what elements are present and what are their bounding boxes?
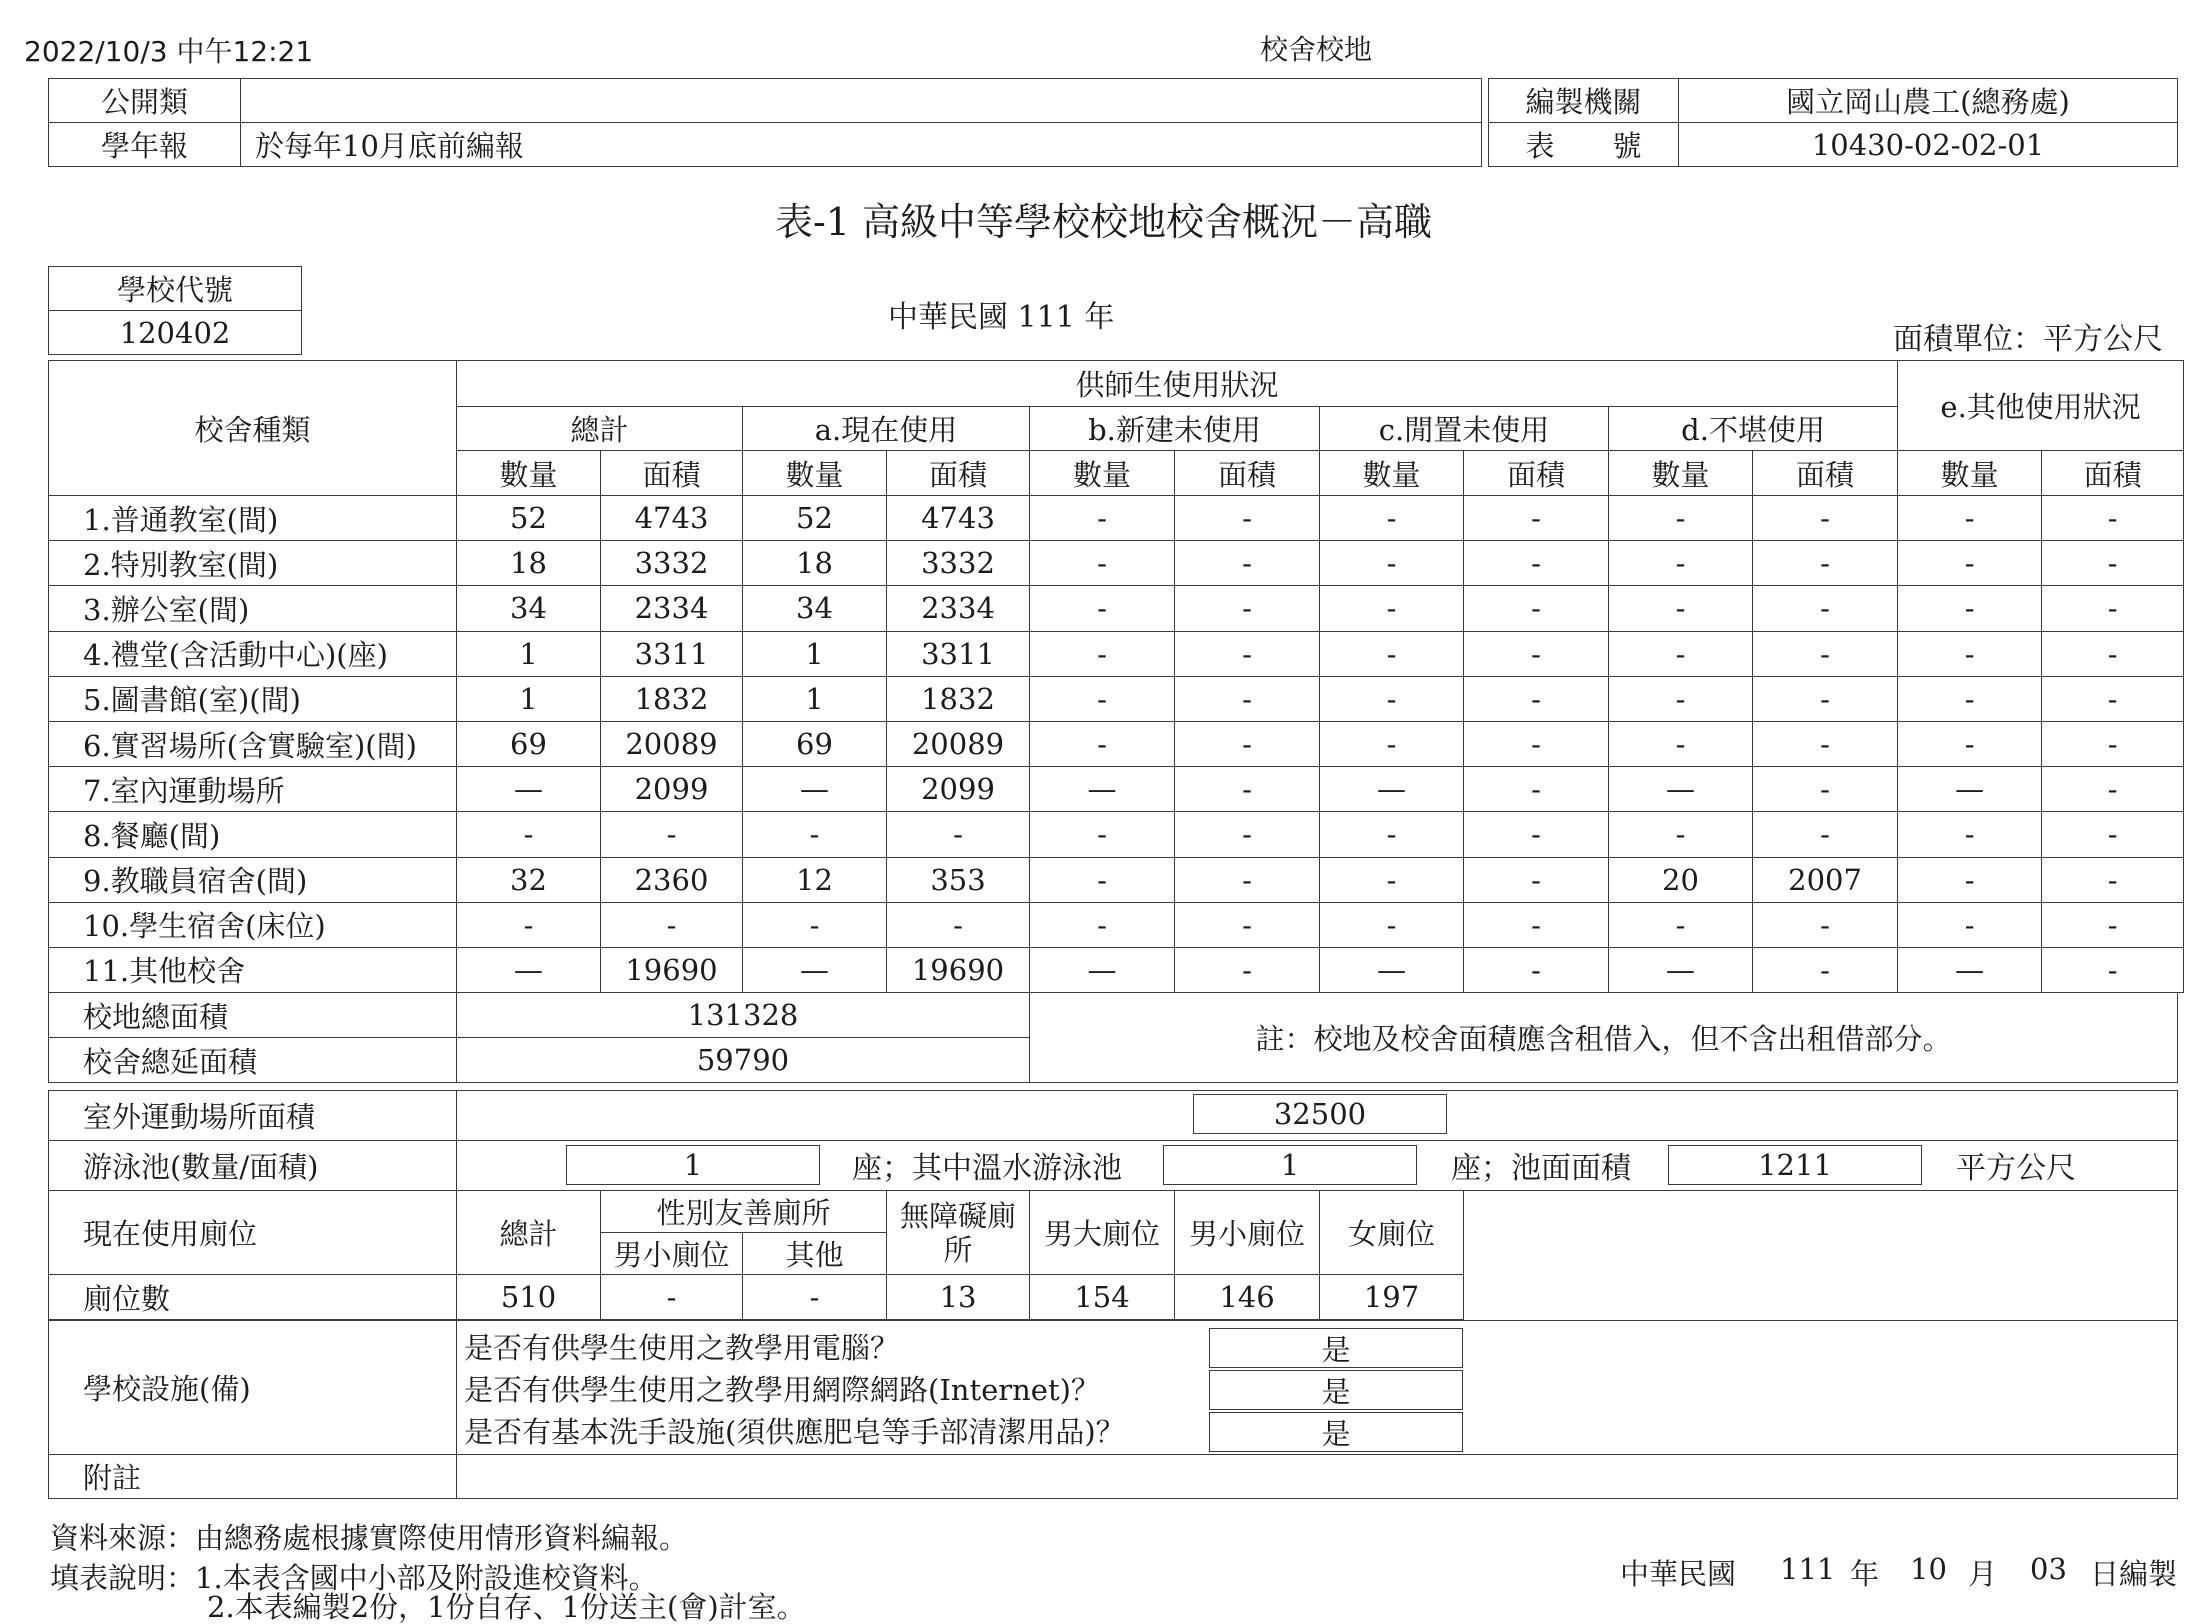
table-cell: -	[1464, 721, 1609, 766]
footer-note-1: 填表說明：1.本表含國中小部及附設進校資料。	[50, 1561, 658, 1595]
building-total-value: 59790	[457, 1038, 1030, 1083]
footer-year-unit: 年	[1850, 1557, 1880, 1591]
table-cell: -	[1609, 812, 1753, 857]
table-cell: -	[1175, 676, 1320, 721]
table-row	[49, 586, 2184, 631]
table-cell: 2334	[887, 586, 1030, 631]
form-title: 表-1 高級中等學校校地校舍概況－高職	[774, 199, 1433, 244]
table-cell: 34	[457, 586, 601, 631]
toilet-total-value: 510	[457, 1275, 601, 1320]
table-cell: -	[1609, 541, 1753, 586]
qty-header: 數量	[1030, 451, 1175, 496]
pool-count: 1	[566, 1145, 820, 1185]
table-cell: -	[1320, 812, 1464, 857]
pool-area-text: 座；池面面積	[1451, 1151, 1631, 1186]
header-in-use: a.現在使用	[743, 407, 1030, 451]
toilets-table	[48, 1190, 1464, 1320]
table-cell: -	[1609, 496, 1753, 541]
table-cell: -	[2042, 857, 2184, 902]
table-cell: -	[743, 812, 887, 857]
table-cell: -	[887, 812, 1030, 857]
table-cell: -	[2042, 947, 2184, 992]
table-cell: 52	[457, 496, 601, 541]
male-urinal-header: 男小廁位	[1175, 1191, 1320, 1275]
remarks-label: 附註	[49, 1455, 457, 1499]
meta-form-no-label: 表 號	[1489, 123, 1679, 167]
table-cell: -	[1898, 676, 2042, 721]
table-cell: -	[2042, 586, 2184, 631]
table-cell: -	[1753, 676, 1898, 721]
table-cell: -	[1464, 631, 1609, 676]
footer-source: 資料來源：由總務處根據實際使用情形資料編報。	[50, 1521, 689, 1555]
table-cell: 3311	[601, 631, 743, 676]
table-cell: -	[2042, 631, 2184, 676]
outdoor-value: 32500	[1193, 1094, 1447, 1134]
footer-day-unit: 日編製	[2090, 1557, 2178, 1591]
table-cell: -	[1320, 721, 1464, 766]
area-note: 註：校地及校舍面積應含租借入，但不含出租借部分。	[1030, 993, 2178, 1083]
meta-form-no-value: 10430-02-02-01	[1679, 123, 2178, 167]
footer-day: 03	[2030, 1552, 2067, 1586]
report-year: 中華民國 111 年	[888, 300, 1115, 335]
table-cell: 1	[743, 676, 887, 721]
male-urinal-value: 146	[1175, 1275, 1320, 1320]
table-cell: -	[1320, 676, 1464, 721]
table-cell: 69	[743, 721, 887, 766]
table-cell: -	[1464, 586, 1609, 631]
table-cell: -	[1175, 902, 1320, 947]
table-cell: -	[1320, 586, 1464, 631]
table-cell: -	[1464, 496, 1609, 541]
table-cell: —	[1609, 947, 1753, 992]
table-row	[49, 631, 2184, 676]
table-cell: -	[601, 902, 743, 947]
table-cell: -	[1175, 631, 1320, 676]
table-cell: -	[1609, 586, 1753, 631]
table-cell: -	[1753, 767, 1898, 812]
table-cell: -	[1030, 812, 1175, 857]
meta-agency-label: 編製機關	[1489, 79, 1679, 123]
building-type-cell: 11.其他校舍	[49, 947, 457, 992]
table-cell: -	[1898, 496, 2042, 541]
table-cell: -	[1030, 541, 1175, 586]
toilets-blank-area	[1460, 1190, 2178, 1320]
male-stall-header: 男大廁位	[1030, 1191, 1175, 1275]
area-header: 面積	[1753, 451, 1898, 496]
female-value: 197	[1320, 1275, 1464, 1320]
meta-public-value	[241, 79, 1482, 123]
qty-header: 數量	[1609, 451, 1753, 496]
table-cell: —	[1609, 767, 1753, 812]
table-cell: -	[1464, 676, 1609, 721]
table-cell: -	[1609, 631, 1753, 676]
table-cell: -	[1464, 767, 1609, 812]
school-code-box	[48, 266, 302, 355]
table-cell: —	[1320, 947, 1464, 992]
table-cell: 3332	[887, 541, 1030, 586]
land-total-label: 校地總面積	[49, 993, 457, 1038]
meta-left-table	[48, 78, 1482, 167]
facility-question-internet: 是否有供學生使用之教學用網際網路(Internet)？	[464, 1372, 1100, 1407]
meta-annual-label: 學年報	[49, 123, 241, 167]
area-header: 面積	[1464, 451, 1609, 496]
qty-header: 數量	[1320, 451, 1464, 496]
table-cell: -	[1030, 631, 1175, 676]
land-total-value: 131328	[457, 993, 1030, 1038]
qty-header: 數量	[1898, 451, 2042, 496]
table-cell: -	[1175, 721, 1320, 766]
table-cell: -	[1320, 496, 1464, 541]
table-cell: -	[1753, 721, 1898, 766]
table-cell: -	[1175, 767, 1320, 812]
area-header: 面積	[887, 451, 1030, 496]
table-cell: 34	[743, 586, 887, 631]
table-cell: -	[1175, 812, 1320, 857]
header-total: 總計	[457, 407, 743, 451]
table-cell: -	[1030, 676, 1175, 721]
table-cell: 353	[887, 857, 1030, 902]
table-cell: -	[1753, 902, 1898, 947]
accessible-value: 13	[887, 1275, 1030, 1320]
pool-label: 游泳池(數量/面積)	[49, 1141, 457, 1191]
table-cell: -	[887, 902, 1030, 947]
table-cell: -	[1175, 586, 1320, 631]
building-usage-table	[48, 360, 2184, 993]
building-type-cell: 6.實習場所(含實驗室)(間)	[49, 721, 457, 766]
table-cell: -	[2042, 812, 2184, 857]
table-cell: 2360	[601, 857, 743, 902]
meta-right-table	[1488, 78, 2178, 167]
toilets-label: 現在使用廁位	[49, 1191, 457, 1275]
building-type-cell: 2.特別教室(間)	[49, 541, 457, 586]
table-cell: 2099	[601, 767, 743, 812]
table-cell: —	[743, 947, 887, 992]
table-cell: -	[743, 902, 887, 947]
header-unusable: d.不堪使用	[1609, 407, 1898, 451]
table-cell: -	[1898, 631, 2042, 676]
female-header: 女廁位	[1320, 1191, 1464, 1275]
table-cell: 20	[1609, 857, 1753, 902]
footer-date-prefix: 中華民國	[1620, 1557, 1737, 1591]
table-cell: —	[1030, 767, 1175, 812]
facility-answer-handwash: 是	[1209, 1412, 1463, 1452]
table-cell: -	[1320, 857, 1464, 902]
area-header: 面積	[1175, 451, 1320, 496]
table-cell: 19690	[887, 947, 1030, 992]
table-cell: 19690	[601, 947, 743, 992]
table-cell: -	[1753, 496, 1898, 541]
table-row	[49, 902, 2184, 947]
meta-agency-value: 國立岡山農工(總務處)	[1679, 79, 2178, 123]
area-header: 面積	[601, 451, 743, 496]
building-type-cell: 9.教職員宿舍(間)	[49, 857, 457, 902]
table-cell: 1	[457, 676, 601, 721]
table-cell: —	[1898, 947, 2042, 992]
table-cell: -	[2042, 676, 2184, 721]
facilities-label: 學校設施(備)	[49, 1321, 457, 1455]
building-type-cell: 7.室內運動場所	[49, 767, 457, 812]
table-cell: -	[601, 812, 743, 857]
table-cell: 1832	[601, 676, 743, 721]
table-cell: -	[1464, 541, 1609, 586]
table-cell: -	[1898, 902, 2042, 947]
print-title: 校舍校地	[1260, 33, 1373, 66]
table-cell: -	[2042, 721, 2184, 766]
pool-heated-text: 座；其中溫水游泳池	[852, 1151, 1122, 1186]
table-cell: -	[1609, 721, 1753, 766]
header-new-unused: b.新建未使用	[1030, 407, 1320, 451]
table-cell: -	[2042, 541, 2184, 586]
table-cell: 3311	[887, 631, 1030, 676]
table-cell: -	[457, 902, 601, 947]
building-type-cell: 1.普通教室(間)	[49, 496, 457, 541]
table-row	[49, 812, 2184, 857]
table-cell: -	[1464, 947, 1609, 992]
table-cell: -	[1753, 812, 1898, 857]
table-row	[49, 767, 2184, 812]
table-cell: 4743	[601, 496, 743, 541]
table-cell: -	[1175, 857, 1320, 902]
qty-header: 數量	[457, 451, 601, 496]
area-unit: 面積單位：平方公尺	[1893, 322, 2163, 357]
usage-group-header: 供師生使用狀況	[457, 361, 1898, 407]
table-cell: -	[1464, 857, 1609, 902]
table-cell: 20089	[601, 721, 743, 766]
table-cell: 20089	[887, 721, 1030, 766]
gf-other-header: 其他	[743, 1233, 887, 1275]
table-cell: -	[1320, 541, 1464, 586]
facility-answer-computer: 是	[1209, 1328, 1463, 1368]
table-cell: —	[457, 947, 601, 992]
table-cell: -	[1030, 721, 1175, 766]
male-stall-value: 154	[1030, 1275, 1175, 1320]
gf-male-urinal-header: 男小廁位	[601, 1233, 743, 1275]
table-cell: 1	[743, 631, 887, 676]
table-cell: -	[1898, 721, 2042, 766]
toilet-count-label: 廁位數	[49, 1275, 457, 1320]
table-cell: —	[457, 767, 601, 812]
table-row	[49, 496, 2184, 541]
table-cell: —	[1320, 767, 1464, 812]
table-cell: -	[1320, 631, 1464, 676]
facility-question-computer: 是否有供學生使用之教學用電腦？	[464, 1330, 900, 1365]
table-cell: —	[1030, 947, 1175, 992]
accessible-header	[887, 1191, 1030, 1275]
print-datetime: 2022/10/3 中午12:21	[24, 35, 314, 68]
qty-header: 數量	[743, 451, 887, 496]
facility-question-handwash: 是否有基本洗手設施(須供應肥皂等手部清潔用品)？	[464, 1414, 1125, 1449]
table-cell: 52	[743, 496, 887, 541]
table-cell: 3332	[601, 541, 743, 586]
table-cell: -	[1609, 676, 1753, 721]
table-cell: -	[2042, 496, 2184, 541]
pool-area: 1211	[1668, 1145, 1922, 1185]
table-cell: -	[1030, 496, 1175, 541]
building-type-cell: 3.辦公室(間)	[49, 586, 457, 631]
gender-friendly-header: 性別友善廁所	[601, 1191, 887, 1233]
table-cell: -	[1609, 902, 1753, 947]
table-row	[49, 676, 2184, 721]
table-cell: -	[1175, 947, 1320, 992]
table-cell: -	[1030, 586, 1175, 631]
footer-note-2: 2.本表編製2份，1份自存、1份送主(會)計室。	[207, 1590, 806, 1624]
table-cell: -	[1175, 541, 1320, 586]
table-cell: 2099	[887, 767, 1030, 812]
accessible-header-line2: 所	[943, 1232, 973, 1267]
table-cell: 2007	[1753, 857, 1898, 902]
remarks-value	[457, 1455, 2178, 1499]
school-code-value: 120402	[49, 311, 302, 355]
table-cell: -	[1753, 586, 1898, 631]
footer-month: 10	[1910, 1552, 1947, 1586]
building-type-cell: 8.餐廳(間)	[49, 812, 457, 857]
school-code-label: 學校代號	[49, 267, 302, 311]
building-type-cell: 5.圖書館(室)(間)	[49, 676, 457, 721]
table-cell: -	[457, 812, 601, 857]
table-cell: 12	[743, 857, 887, 902]
table-cell: 1832	[887, 676, 1030, 721]
totals-table	[48, 992, 2178, 1083]
table-row	[49, 721, 2184, 766]
table-cell: -	[1753, 631, 1898, 676]
table-row	[49, 947, 2184, 992]
accessible-header-line1: 無障礙廁	[900, 1198, 1017, 1233]
gf-other-value: -	[743, 1275, 887, 1320]
table-cell: 18	[457, 541, 601, 586]
building-type-cell: 4.禮堂(含活動中心)(座)	[49, 631, 457, 676]
table-cell: -	[1898, 586, 2042, 631]
table-cell: 2334	[601, 586, 743, 631]
table-row	[49, 541, 2184, 586]
meta-public-label: 公開類	[49, 79, 241, 123]
table-cell: —	[1898, 767, 2042, 812]
header-idle: c.閒置未使用	[1320, 407, 1609, 451]
table-cell: 4743	[887, 496, 1030, 541]
table-cell: -	[1030, 902, 1175, 947]
pool-area-unit: 平方公尺	[1956, 1151, 2076, 1186]
footer-year: 111	[1780, 1552, 1836, 1586]
outdoor-label: 室外運動場所面積	[49, 1091, 457, 1141]
table-cell: 18	[743, 541, 887, 586]
table-cell: 1	[457, 631, 601, 676]
table-cell: 69	[457, 721, 601, 766]
building-type-header: 校舍種類	[49, 361, 457, 496]
table-cell: -	[1175, 496, 1320, 541]
building-type-cell: 10.學生宿舍(床位)	[49, 902, 457, 947]
table-cell: -	[1898, 857, 2042, 902]
table-cell: —	[743, 767, 887, 812]
table-cell: -	[1464, 902, 1609, 947]
table-cell: -	[2042, 902, 2184, 947]
area-header: 面積	[2042, 451, 2184, 496]
table-cell: 32	[457, 857, 601, 902]
table-cell: -	[1898, 812, 2042, 857]
table-cell: -	[1753, 541, 1898, 586]
meta-annual-value: 於每年10月底前編報	[241, 123, 1482, 167]
table-cell: -	[1320, 902, 1464, 947]
table-cell: -	[1030, 857, 1175, 902]
facility-answer-internet: 是	[1209, 1370, 1463, 1410]
building-total-label: 校舍總延面積	[49, 1038, 457, 1083]
toilets-total-header: 總計	[457, 1191, 601, 1275]
table-cell: -	[1898, 541, 2042, 586]
table-cell: -	[1753, 947, 1898, 992]
table-cell: -	[1464, 812, 1609, 857]
header-other-usage: e.其他使用狀況	[1898, 361, 2184, 451]
table-cell: -	[2042, 767, 2184, 812]
pool-heated-count: 1	[1163, 1145, 1417, 1185]
gf-male-urinal-value: -	[601, 1275, 743, 1320]
footer-month-unit: 月	[1968, 1557, 1998, 1591]
table-row	[49, 857, 2184, 902]
